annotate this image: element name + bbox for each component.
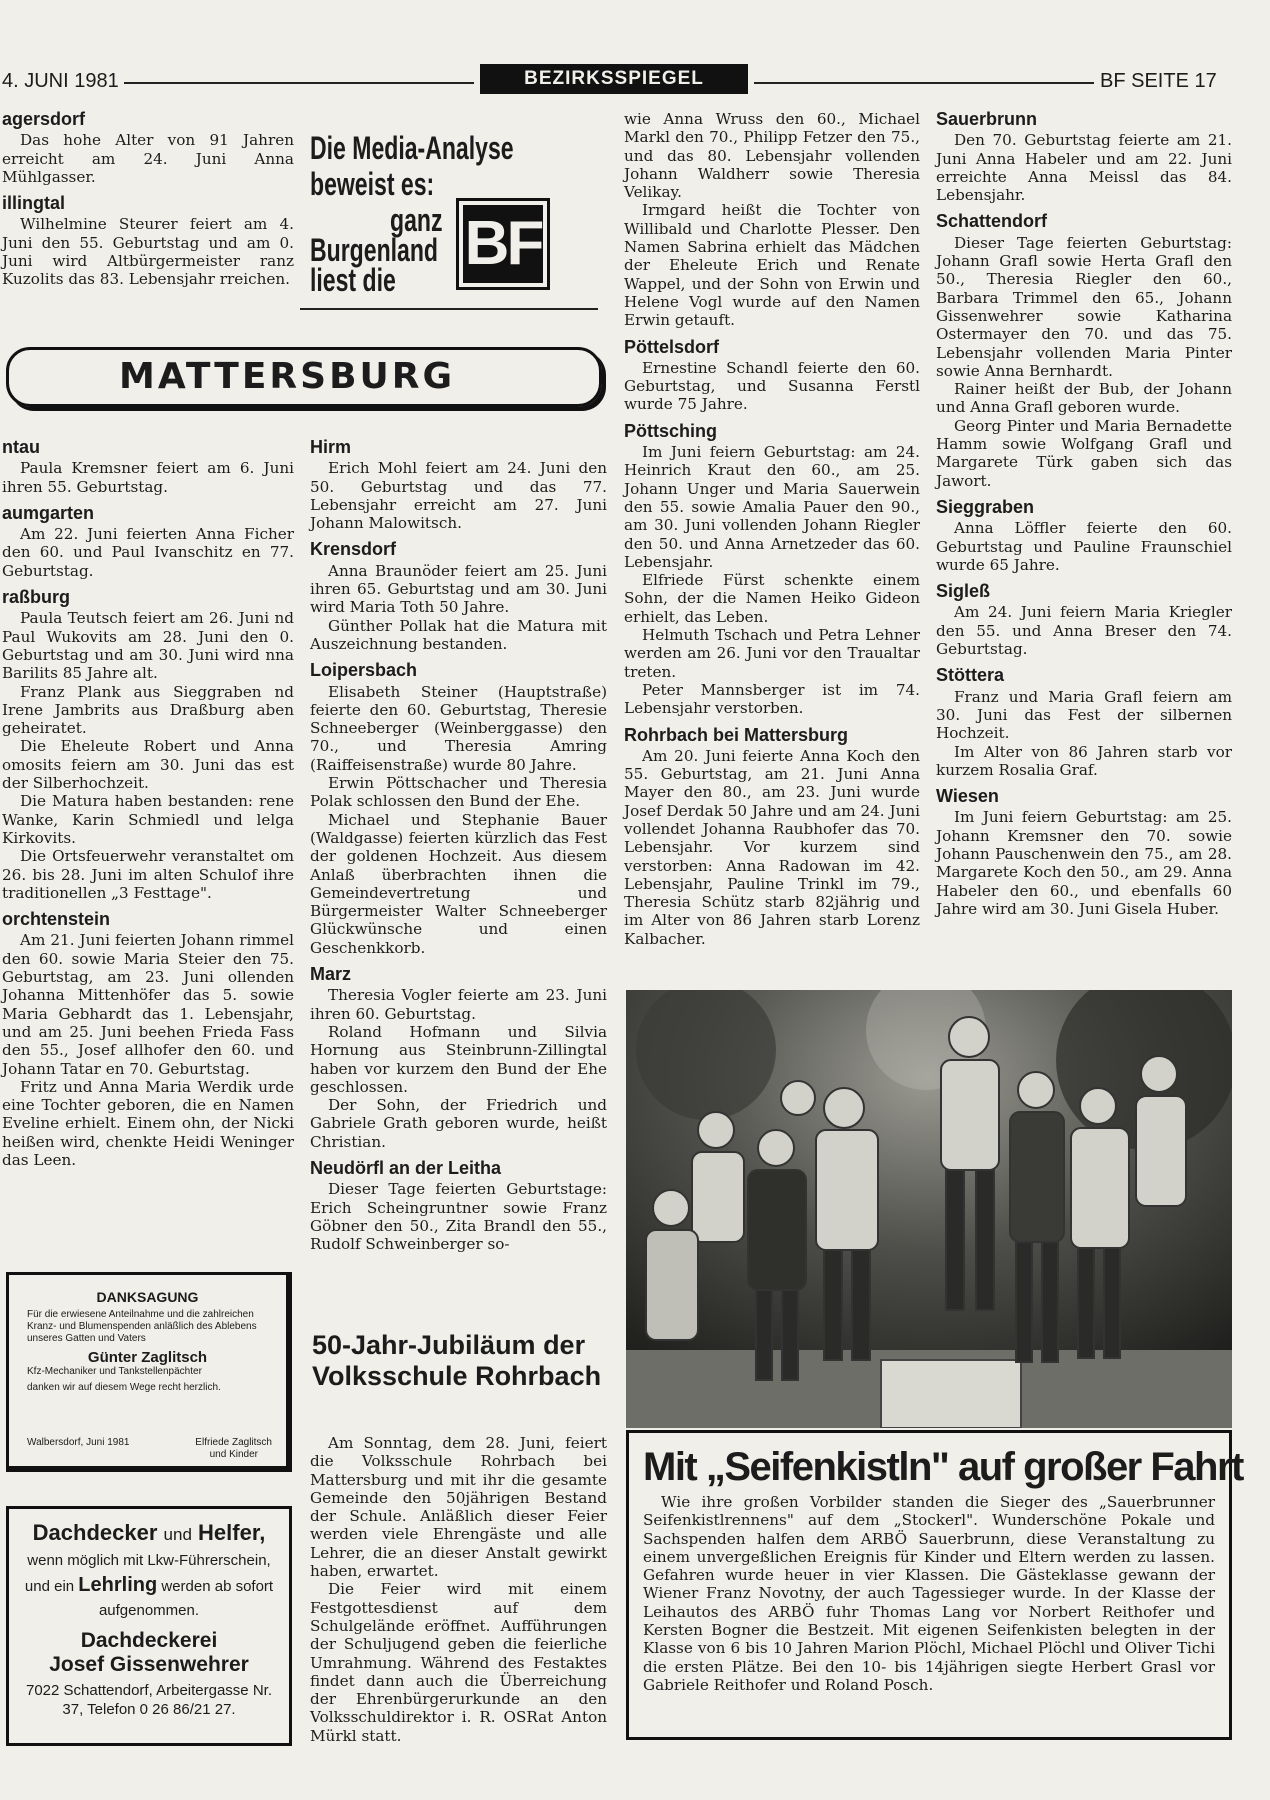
job-ad-headline (17, 1519, 281, 1549)
seifenkistl-article (626, 1430, 1243, 1740)
jubilee-body (310, 1434, 607, 1745)
town-text: Am 22. Juni feierten Anna Ficher den 60. und Paul Ivanschitz en 77. Geburtstag. (2, 525, 294, 580)
town-text: Helmuth Tschach und Petra Lehner werden am 26. Juni vor den Traualtar treten. (624, 626, 920, 681)
jubilee-text: Die Feier wird mit einem Festgottesdienst auf dem Schulgelände eröffnet. Aufführungen der Schuljugend geben die feierliche Umrahmung. Während des Festaktes findet dann auch die Überreichung der Ehrenbürgerurkunde an den Volksschuldirektor i. R. OSRat Anton Mürkl statt. (310, 1580, 607, 1745)
media-analyse-ad (310, 130, 600, 305)
town-text: Den 70. Geburtstag feierte am 21. Juni Anna Habeler und am 22. Juni erreichte Anna Meissl das 84. Lebensjahr. (936, 131, 1232, 205)
ad-line-5: liest die (310, 262, 396, 298)
jubilee-title: 50-Jahr-Jubiläum der Volksschule Rohrbach (312, 1330, 602, 1391)
danksagung-signature-1: Elfriede Zaglitsch (195, 1437, 272, 1448)
town-title: Schattendorf (936, 211, 1048, 232)
issue-date: 4. JUNI 1981 (2, 70, 119, 92)
town-text: Am 21. Juni feierten Johann rimmel den 60. sowie Maria Steier den 75. Geburtstag, am 23. Juni ollenden Johanna Mittenhöfer das 5. sowie Maria Gebhardt das 1. Lebensjahr, und am 25. Juni beehen Frieda Fass den 55., Josef allhofer den 60. und Johann Tatar en 70. Geburtstag. (2, 931, 294, 1078)
soapbox-winners-photo (626, 990, 1232, 1428)
town-title: Rohrbach bei Mattersburg (624, 724, 849, 745)
danksagung-body: Für die erwiesene Anteilnahme und die zahlreichen Kranz- und Blumenspenden anläßlich des Ablebens unseres Gatten und Vaters (27, 1309, 257, 1344)
section-title: illingtal (2, 193, 65, 214)
town-text: Rainer heißt der Bub, der Johann und Anna Grafl geboren wurde. (936, 380, 1232, 417)
job-ad-line-2: werden ab sofort aufgenommen. (98, 1578, 274, 1619)
header-rule-left (124, 82, 474, 84)
section-label (480, 64, 748, 94)
town-text: Dieser Tage feierten Geburtstag: Johann Grafl sowie Herta Grafl den 50., Theresia Riegler den 60., Barbara Trimmel den 65., Johann Gissenwehrer sowie Katharina Ostermayer den 70. und das 75. Lebensjahr vollenden Maria Pinter sowie Anna Bernhardt. (936, 233, 1232, 380)
town-title: Krensdorf (310, 539, 397, 560)
town-text: Am 24. Juni feiern Maria Kriegler den 55. und Anna Breser den 74. Geburtstag. (936, 603, 1232, 659)
job-ad-body (17, 1549, 281, 1623)
ad-underline (300, 308, 598, 310)
column-1 (2, 438, 294, 1169)
town-text: Fritz und Anna Maria Werdik urde eine Tochter geboren, die en Namen Eveline erhielt. Einem ohn, der Nicki heißen wird, chenkte Heidi Weninger das Leen. (2, 1077, 294, 1169)
company-name-1: Dachdeckerei (80, 1629, 218, 1652)
town-text: Erwin Pöttschacher und Theresia Polak schlossen den Bund der Ehe. (310, 774, 607, 811)
jubilee-text: Am Sonntag, dem 28. Juni, feiert die Volksschule Rohrbach bei Mattersburg und mit ihr die gesamte Gemeinde den 50jährigen Bestand der Schule. Anläßlich dieser Feier werden viele Ehrengäste und alle Lehrer, die an dieser Anstalt gewirkt haben, erwartet. (310, 1434, 607, 1581)
danksagung-place: Walbersdorf, Juni 1981 (27, 1437, 130, 1448)
company-name-2: Josef Gissenwehrer (49, 1653, 249, 1676)
town-title: Hirm (310, 437, 352, 457)
photo-illustration (626, 990, 1232, 1428)
town-title: Sieggraben (936, 496, 1035, 517)
ad-line-2: beweist es: (310, 166, 435, 202)
column-2 (310, 438, 607, 1253)
town-title: ntau (2, 437, 40, 457)
danksagung-name: Günter Zaglitsch (87, 1349, 208, 1366)
seifenkistl-title: Mit „Seifenkistln" auf großer Fahrt (643, 1445, 1243, 1489)
town-text: Die Eheleute Robert und Anna omosits feiern am 30. Juni das est der Silberhochzeit. (2, 737, 294, 793)
town-text: Michael und Stephanie Bauer (Waldgasse) feierten kürzlich das Fest der goldenen Hochzeit. Aus diesem Anlaß überbrachten ihnen die Gemeindevertretung und Bürgermeister Walter Schneeberger Glückwünsche und einen Geschenkkorb. (310, 810, 607, 957)
town-title: orchtenstein (2, 909, 111, 930)
town-text: Anna Löffler feierte den 60. Geburtstag und Pauline Fraunschiel wurde 65 Jahre. (936, 519, 1232, 574)
town-text: Ernestine Schandl feierte den 60. Geburtstag, und Susanna Ferstl wurde 75 Jahre. (624, 358, 920, 414)
bf-logo (456, 198, 550, 290)
town-text: Elfriede Fürst schenkte einem Sohn, der die Namen Heiko Gideon erhielt, das Leben. (624, 571, 920, 626)
company-address: 7022 Schattendorf, Arbeitergasse Nr. 37, Telefon 0 26 86/21 27. (26, 1682, 272, 1718)
town-text: Georg Pinter und Maria Bernadette Hamm sowie Wolfgang Grafl und Margarete Türk gaben sich das Jawort. (936, 416, 1232, 490)
town-text: Erich Mohl feiert am 24. Juni den 50. Geburtstag und das 77. Lebensjahr erreicht am 27. Juni Johann Malowitsch. (310, 459, 607, 533)
town-title: Wiesen (936, 786, 999, 807)
town-text: Der Sohn, der Friedrich und Gabriele Grath geboren wurde, heißt Christian. (310, 1096, 607, 1151)
town-text: Im Juni feiern Geburtstag: am 24. Heinrich Kraut den 60., am 25. Johann Unger und Maria Sauerwein den 55. sowie Amalia Pauer den 90., am 30. Juni vollenden Johann Riegler den 50. und Anna Arnetzeder das 60. Lebensjahr. (624, 443, 920, 571)
town-text: Dieser Tage feierten Geburtstage: Erich Scheingruntner sowie Franz Göbner den 50., Zita Brandl den 55., Rudolf Schweinberger so- (310, 1180, 607, 1254)
job-ad-line-1: wenn möglich mit Lkw-Führerschein, und ein (24, 1552, 271, 1595)
town-title: raßburg (2, 587, 71, 608)
town-text: Günther Pollak hat die Matura mit Auszeichnung bestanden. (310, 616, 607, 653)
column-4 (936, 110, 1232, 918)
job-title-und: und (163, 1525, 192, 1544)
town-text: Anna Braunöder feiert am 25. Juni ihren 65. Geburtstag und am 30. Juni wird Maria Toth 50 Jahre. (310, 561, 607, 617)
town-title: Pöttsching (624, 420, 717, 441)
town-text: Die Ortsfeuerwehr veranstaltet om 26. bis 28. Juni im alten Schulof ihre traditionellen „3 Festtage". (2, 847, 294, 902)
town-text: Im Juni feiern Geburtstag: am 25. Johann Kremsner den 70. sowie Johann Pauschenwein den 75., am 28. Margarete Koch den 50., am 29. Anna Habeler den 60., und ebenfalls 60 Jahre wird am 30. Juni Gisela Huber. (936, 808, 1232, 918)
town-title: Sigleß (936, 581, 991, 602)
job-ad (6, 1506, 292, 1746)
town-title: Marz (310, 964, 352, 985)
bf-logo-text: BF (464, 209, 542, 278)
town-text: wie Anna Wruss den 60., Michael Markl den 70., Philipp Fetzer den 75., und das 80. Lebensjahr vollenden Johann Waldherr sowie Theresia Velikay. (624, 110, 920, 202)
town-text: Paula Kremsner feiert am 6. Juni ihren 55. Geburtstag. (2, 459, 294, 496)
town-text: Die Matura haben bestanden: rene Wanke, Karin Schmiedl und lelga Kirkovits. (2, 792, 294, 847)
section-text: Das hohe Alter von 91 Jahren erreicht am 24. Juni Anna Mühlgasser. (2, 131, 294, 186)
town-text: Roland Hofmann und Silvia Hornung aus Steinbrunn-Zillingtal haben vor kurzem den Bund der Ehe geschlossen. (310, 1022, 607, 1096)
town-title: Loipersbach (310, 660, 418, 681)
section-text: Wilhelmine Steurer feiert am 4. Juni den 55. Geburtstag und am 0. Juni wird Altbürgermeister ranz Kuzolits das 83. Lebensjahr rreichen. (2, 215, 294, 289)
danksagung-signature-2: und Kinder (209, 1449, 258, 1460)
town-title: aumgarten (2, 502, 95, 523)
town-text: Paula Teutsch feiert am 26. Juni nd Paul Wukovits am 28. Juni den 0. Geburtstag und am 30. Juni wird nna Barilits 85 Jahre alt. (2, 609, 294, 683)
town-text: Peter Mannsberger ist im 74. Lebensjahr verstorben. (624, 680, 920, 718)
header-rule-right (754, 82, 1094, 84)
danksagung-notice (6, 1272, 292, 1472)
town-text: Franz und Maria Grafl feiern am 30. Juni das Fest der silbernen Hochzeit. (936, 687, 1232, 743)
job-title-a: Dachdecker (32, 1520, 158, 1545)
town-title: Stöttera (936, 665, 1005, 686)
danksagung-title: DANKSAGUNG (96, 1289, 199, 1305)
job-title-b: Helfer, (198, 1520, 266, 1545)
column-3 (624, 110, 920, 948)
town-text: Am 20. Juni feierte Anna Koch den 55. Geburtstag, am 21. Juni Anna Mayer den 80., am 23. Juni wurde Josef Derdak 50 Jahre und am 24. Juni vollendet Johanna Raubhofer das 70. Lebensjahr. Vor kurzem sind verstorben: Anna Radowan im 42. Lebensjahr, Pauline Trinkl im 79., Theresia Schütz starb 82jährig und im Alter von 86 Jahren starb Lorenz Kalbacher. (624, 746, 920, 948)
ad-line-1: Die Media-Analyse (310, 130, 514, 166)
danksagung-thanks: danken wir auf diesem Wege recht herzlich. (27, 1382, 221, 1393)
seifenkistl-text: Wie ihre großen Vorbilder standen die Sieger des „Sauerbrunner Seifenkistlrennens" auf dem „Stockerl". Wunderschöne Pokale und Sachspenden halfen dem ARBÖ Sauerbrunn, diese Veranstaltung zu einem unvergeßlichen Ereignis für Kinder und Eltern werden zu lassen. Gefahren wurde heuer in vier Klassen. Die Gästeklasse gewann der Wiener Franz Novotny, der auch Tagessieger wurde. In der Klasse der Leihautos des ARBÖ fuhr Thomas Lang vor Norbert Reithofer und Kersten Bogner die Bestzeit. Mit eigenen Seifenkisten belegten in der Klasse von 6 bis 10 Jahren Marion Plöchl, Michael Plöchl und Oliver Tichi die ersten Plätze. Bei den 10- bis 14jährigen siegte Herbert Grasl vor Gabriele Reithofer und Roland Posch. (643, 1493, 1215, 1694)
section-title: agersdorf (2, 109, 86, 129)
town-text: Im Alter von 86 Jahren starb vor kurzem Rosalia Graf. (936, 742, 1232, 779)
town-text: Theresia Vogler feierte am 23. Juni ihren 60. Geburtstag. (310, 986, 607, 1023)
town-text: Franz Plank aus Sieggraben nd Irene Jambrits aus Draßburg aben geheiratet. (2, 682, 294, 738)
top-left-column (2, 110, 294, 289)
town-title: Neudörfl an der Leitha (310, 1157, 502, 1178)
ad-line-3: ganz (390, 202, 443, 238)
town-title: Sauerbrunn (936, 109, 1038, 129)
ad-line-4: Burgenland (310, 232, 439, 268)
page-number: BF SEITE 17 (1100, 70, 1217, 92)
town-text: Irmgard heißt die Tochter von Willibald und Charlotte Plesser. Den Namen Sabrina erhielt das Mädchen der Eheleute Erich und Renate Wappel, und der Sohn von Erwin und Helene Vogl wurde auf den Namen Erwin getauft. (624, 201, 920, 330)
section-label-text: BEZIRKSSPIEGEL (524, 68, 704, 89)
town-text: Elisabeth Steiner (Hauptstraße) feierte den 60. Geburtstag, Theresie Schneeberger (Weinberggasse) den 70., und Theresia Amring (Raiffeisenstraße) wurde 80 Jahre. (310, 682, 607, 774)
town-title: Pöttelsdorf (624, 336, 720, 357)
job-ad-lehrling: Lehrling (78, 1574, 158, 1596)
danksagung-role: Kfz-Mechaniker und Tankstellenpächter (27, 1366, 202, 1377)
mattersburg-masthead: MATTERSBURG (6, 347, 602, 407)
